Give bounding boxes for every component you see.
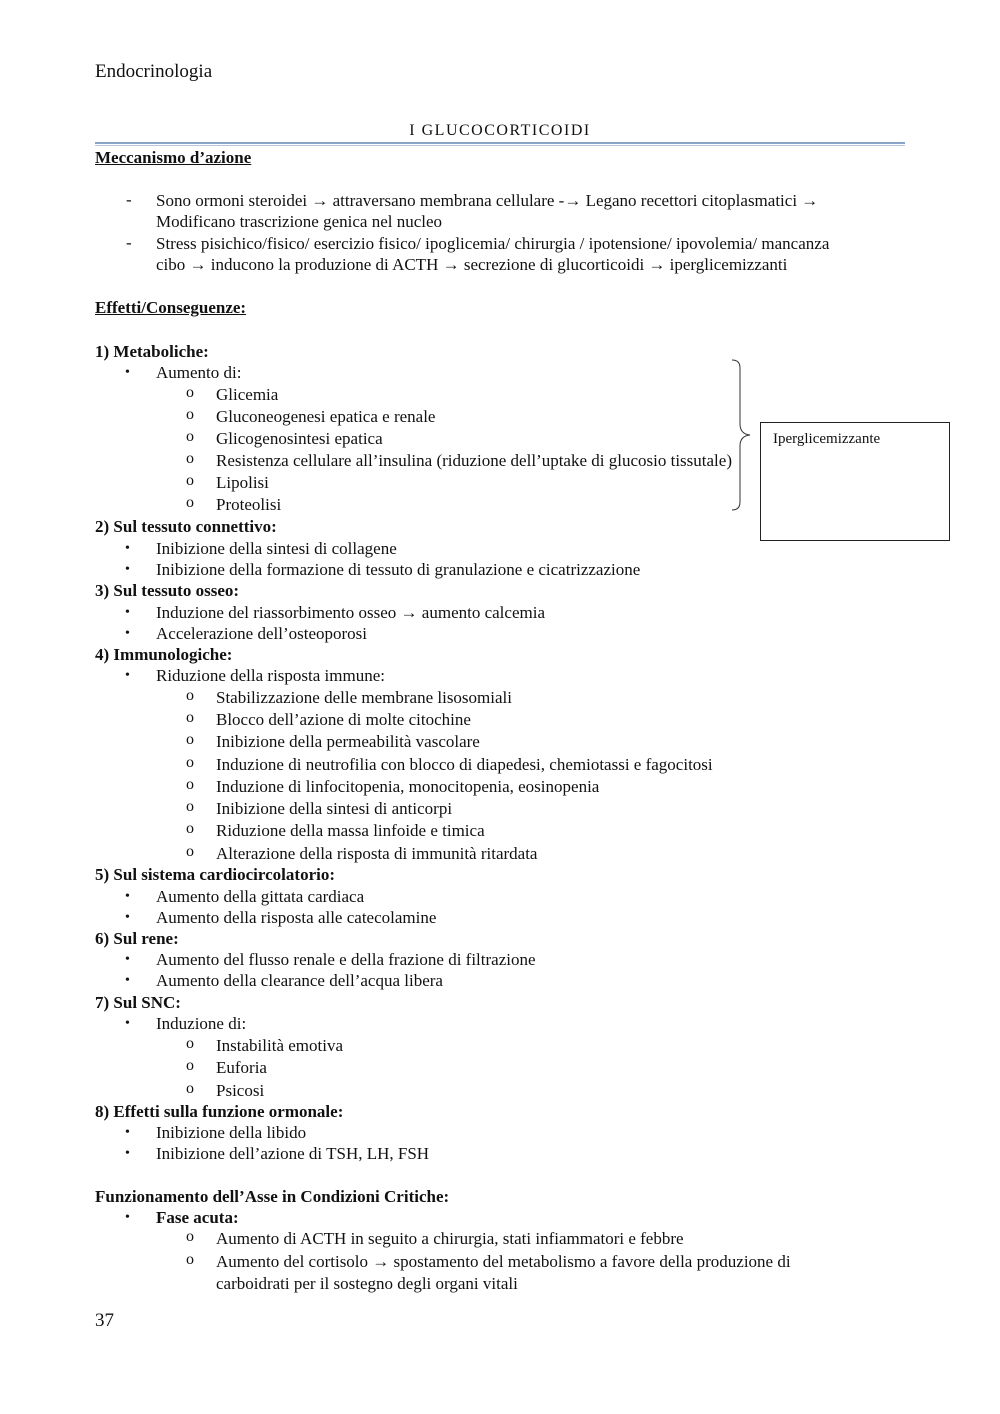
list-item: Aumento della gittata cardiaca bbox=[156, 887, 365, 906]
title-rule bbox=[95, 142, 905, 144]
bullet-marker: • bbox=[125, 668, 130, 683]
effects-heading: Effetti/Conseguenze: bbox=[95, 298, 247, 317]
circle-marker: o bbox=[186, 843, 194, 860]
circle-marker: o bbox=[186, 384, 194, 401]
bullet-marker: • bbox=[125, 1146, 130, 1161]
list-item: Accelerazione dell’osteoporosi bbox=[156, 624, 367, 643]
circle-marker: o bbox=[186, 1228, 194, 1245]
section-heading: 1) Metaboliche: bbox=[95, 342, 209, 361]
annotation-label: Iperglicemizzante bbox=[773, 431, 881, 447]
dash-marker: - bbox=[126, 190, 132, 209]
mechanism-line: Modificano trascrizione genica nel nucleo bbox=[156, 212, 443, 231]
annotation-box bbox=[760, 422, 950, 541]
mechanism-line: cibo → inducono la produzione di ACTH → secrezione di glucorticoidi → iperglicemizzanti bbox=[156, 255, 788, 274]
bullet-marker: • bbox=[125, 910, 130, 925]
circle-marker: o bbox=[186, 1057, 194, 1074]
sub-list-item: Glicogenosintesi epatica bbox=[216, 429, 383, 448]
circle-marker: o bbox=[186, 798, 194, 815]
page-title: I GLUCOCORTICOIDI bbox=[409, 122, 591, 139]
bullet-marker: • bbox=[125, 973, 130, 988]
sub-list-item: Inibizione della sintesi di anticorpi bbox=[216, 799, 453, 818]
circle-marker: o bbox=[186, 1035, 194, 1052]
mechanism-line: Sono ormoni steroidei → attraversano membrana cellulare -→ Legano recettori citoplasmatici → bbox=[156, 191, 819, 210]
sub-list-item: Stabilizzazione delle membrane lisosomiali bbox=[216, 688, 512, 707]
sub-list-item: Glicemia bbox=[216, 385, 279, 404]
sub-list-item: Riduzione della massa linfoide e timica bbox=[216, 821, 485, 840]
list-item: Aumento della clearance dell’acqua libera bbox=[156, 971, 443, 990]
bullet-marker: • bbox=[125, 1125, 130, 1140]
sub-list-item-continuation: carboidrati per il sostegno degli organi vitali bbox=[216, 1274, 518, 1293]
sub-list-item: Gluconeogenesi epatica e renale bbox=[216, 407, 436, 426]
sub-list-item: Psicosi bbox=[216, 1081, 265, 1100]
bullet-marker: • bbox=[125, 541, 130, 556]
circle-marker: o bbox=[186, 731, 194, 748]
section-heading: 7) Sul SNC: bbox=[95, 993, 181, 1012]
circle-marker: o bbox=[186, 687, 194, 704]
sub-list-item: Induzione di neutrofilia con blocco di diapedesi, chemiotassi e fagocitosi bbox=[216, 755, 713, 774]
section-heading: 3) Sul tessuto osseo: bbox=[95, 581, 240, 600]
title-rule-thin bbox=[95, 145, 905, 146]
list-item: Induzione di: bbox=[156, 1014, 247, 1033]
circle-marker: o bbox=[186, 472, 194, 489]
circle-marker: o bbox=[186, 494, 194, 511]
circle-marker: o bbox=[186, 1080, 194, 1097]
list-item: Aumento della risposta alle catecolamine bbox=[156, 908, 437, 927]
page-number: 37 bbox=[95, 1310, 114, 1331]
bullet-marker: • bbox=[125, 889, 130, 904]
right-brace-icon bbox=[728, 358, 758, 512]
bullet-marker: • bbox=[125, 952, 130, 967]
sub-list-item: Blocco dell’azione di molte citochine bbox=[216, 710, 471, 729]
sub-list-item: Aumento di ACTH in seguito a chirurgia, stati infiammatori e febbre bbox=[216, 1229, 684, 1248]
section-heading: 8) Effetti sulla funzione ormonale: bbox=[95, 1102, 344, 1121]
sub-list-item: Resistenza cellulare all’insulina (riduzione dell’uptake di glucosio tissutale) bbox=[216, 451, 732, 470]
list-item: Fase acuta: bbox=[156, 1208, 239, 1227]
circle-marker: o bbox=[186, 709, 194, 726]
list-item: Aumento del flusso renale e della frazione di filtrazione bbox=[156, 950, 536, 969]
mechanism-line: Stress pisichico/fisico/ esercizio fisico/ ipoglicemia/ chirurgia / ipotensione/ ipovolemia/ mancanza bbox=[156, 234, 830, 253]
sub-list-item: Alterazione della risposta di immunità ritardata bbox=[216, 844, 538, 863]
list-item: Inibizione della sintesi di collagene bbox=[156, 539, 397, 558]
circle-marker: o bbox=[186, 450, 194, 467]
circle-marker: o bbox=[186, 428, 194, 445]
bullet-marker: • bbox=[125, 1210, 130, 1225]
section-heading: Funzionamento dell’Asse in Condizioni Critiche: bbox=[95, 1187, 450, 1206]
list-item: Aumento di: bbox=[156, 363, 242, 382]
dash-marker: - bbox=[126, 233, 132, 252]
section-heading: 2) Sul tessuto connettivo: bbox=[95, 517, 277, 536]
section-heading: 4) Immunologiche: bbox=[95, 645, 233, 664]
bullet-marker: • bbox=[125, 365, 130, 380]
section-heading: 5) Sul sistema cardiocircolatorio: bbox=[95, 865, 336, 884]
list-item: Inibizione della formazione di tessuto di granulazione e cicatrizzazione bbox=[156, 560, 641, 579]
bullet-marker: • bbox=[125, 562, 130, 577]
running-header: Endocrinologia bbox=[95, 61, 213, 82]
sub-list-item: Aumento del cortisolo → spostamento del metabolismo a favore della produzione di bbox=[216, 1252, 791, 1271]
circle-marker: o bbox=[186, 776, 194, 793]
list-item: Inibizione della libido bbox=[156, 1123, 307, 1142]
sub-list-item: Induzione di linfocitopenia, monocitopenia, eosinopenia bbox=[216, 777, 600, 796]
circle-marker: o bbox=[186, 820, 194, 837]
mechanism-heading: Meccanismo d’azione bbox=[95, 148, 252, 167]
sub-list-item: Inibizione della permeabilità vascolare bbox=[216, 732, 480, 751]
circle-marker: o bbox=[186, 406, 194, 423]
circle-marker: o bbox=[186, 754, 194, 771]
bullet-marker: • bbox=[125, 626, 130, 641]
list-item: Induzione del riassorbimento osseo → aumento calcemia bbox=[156, 603, 545, 622]
sub-list-item: Instabilità emotiva bbox=[216, 1036, 343, 1055]
list-item: Riduzione della risposta immune: bbox=[156, 666, 385, 685]
list-item: Inibizione dell’azione di TSH, LH, FSH bbox=[156, 1144, 430, 1163]
sub-list-item: Euforia bbox=[216, 1058, 267, 1077]
bullet-marker: • bbox=[125, 1016, 130, 1031]
circle-marker: o bbox=[186, 1251, 194, 1268]
sub-list-item: Lipolisi bbox=[216, 473, 269, 492]
section-heading: 6) Sul rene: bbox=[95, 929, 179, 948]
bullet-marker: • bbox=[125, 605, 130, 620]
sub-list-item: Proteolisi bbox=[216, 495, 282, 514]
